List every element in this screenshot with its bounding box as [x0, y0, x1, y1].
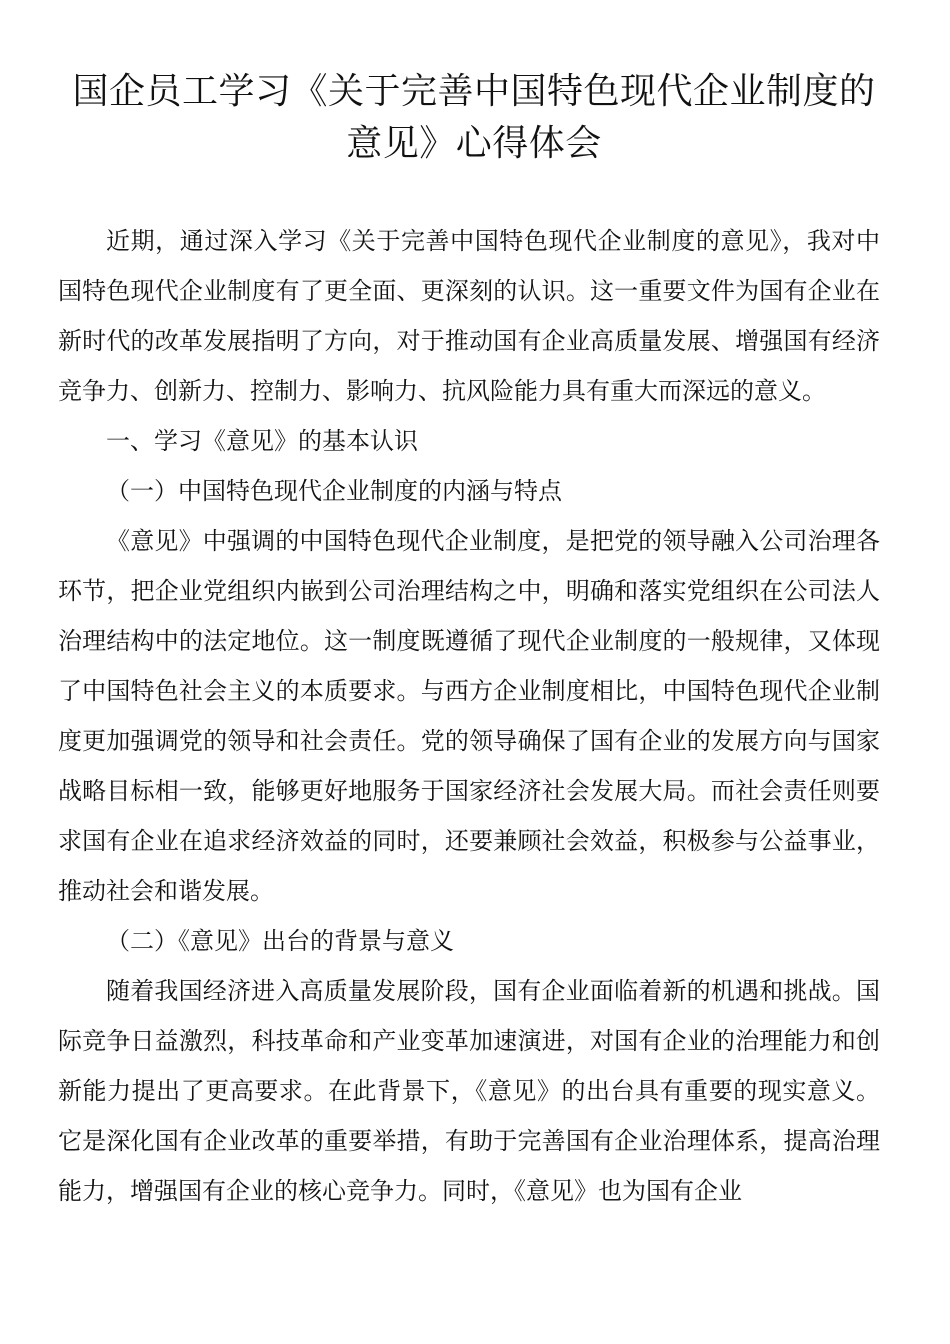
subsection-heading-2: （二）《意见》出台的背景与意义: [106, 927, 454, 955]
paragraph-connotation: 《意见》中强调的中国特色现代企业制度，是把党的领导融入公司治理各环节，把企业党组织内嵌到公司治理结构之中，明确和落实党组织在公司法人治理结构中的法定地位。这一制度既遵循了现代企业制度的一般规律，又体现了中国特色社会主义的本质要求。与西方企业制度相比，中国特色现代企业制度更加强调党的领导和社会责任。党的领导确保了国有企业的发展方向与国家战略目标相一致，能够更好地服务于国家经济社会发展大局。而社会责任则要求国有企业在追求经济效益的同时，还要兼顾社会效益，积极参与公益事业，推动社会和谐发展。: [58, 527, 880, 905]
section-heading-1: 一、学习《意见》的基本认识: [106, 427, 418, 455]
paragraph-background: 随着我国经济进入高质量发展阶段，国有企业面临着新的机遇和挑战。国际竞争日益激烈，科技革命和产业变革加速演进，对国有企业的治理能力和创新能力提出了更高要求。在此背景下，《意见》的出台具有重要的现实意义。它是深化国有企业改革的重要举措，有助于完善国有企业治理体系，提高治理能力，增强国有企业的核心竞争力。同时，《意见》也为国有企业: [58, 977, 880, 1205]
document-title: 国企员工学习《关于完善中国特色现代企业制度的意见》心得体会: [72, 71, 876, 164]
subsection-heading-1: （一）中国特色现代企业制度的内涵与特点: [106, 477, 562, 505]
document-body: [58, 216, 880, 1216]
paragraph-intro: 近期，通过深入学习《关于完善中国特色现代企业制度的意见》，我对中国特色现代企业制度有了更全面、更深刻的认识。这一重要文件为国有企业在新时代的改革发展指明了方向，对于推动国有企业高质量发展、增强国有经济竞争力、创新力、控制力、影响力、抗风险能力具有重大而深远的意义。: [58, 227, 880, 405]
